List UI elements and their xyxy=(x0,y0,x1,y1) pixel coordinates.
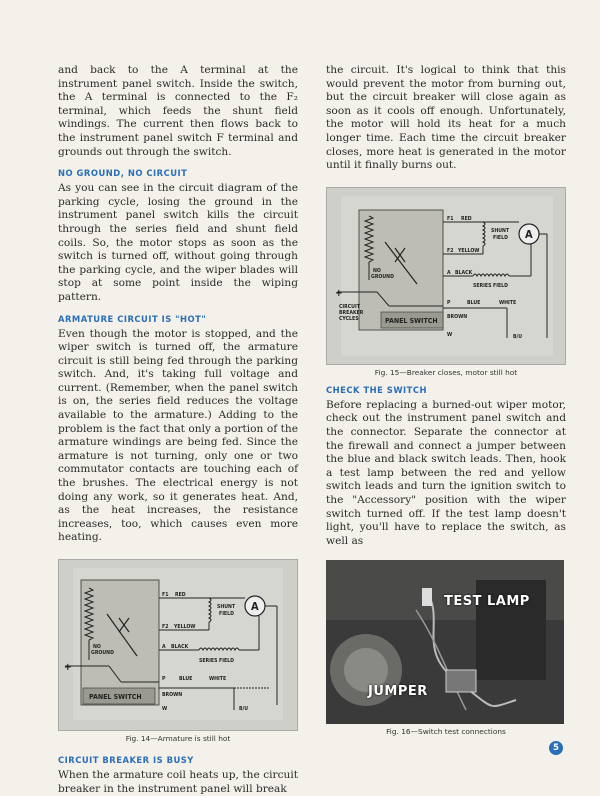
label-plus: + xyxy=(335,287,343,299)
label-f1: F1 xyxy=(447,215,454,222)
label-circuit: CIRCUIT xyxy=(339,303,360,310)
paragraph: Even though the motor is stopped, and the wiper switch is turned off, the armature circuit is still being fed through the parking switch. And, it's taking full voltage and current. (Remember, when the panel switch is on, the series field reduces the voltage available to the armature.) Adding to the problem is the fact that only a portion of the armature windings are being fed. Since the armature is not turning, only one or two commutator contacts are touching each of the brushes. The electrical energy is not doing any work, so it generates heat. And, as the heat increases, the resistance increases, too, which causes even more heating. xyxy=(58,327,298,544)
label-w: W xyxy=(162,706,168,712)
label-motor-a: A xyxy=(251,600,259,613)
label-p: P xyxy=(447,299,451,306)
label-cycles: CYCLES xyxy=(339,315,359,322)
circuit-diagram-fig15 xyxy=(327,188,565,364)
label-brown: BROWN xyxy=(447,313,468,320)
label-bu: B/U xyxy=(239,706,249,712)
section-heading-breaker: CIRCUIT BREAKER IS BUSY xyxy=(58,755,194,765)
label-red: RED xyxy=(175,592,186,598)
label-plus: + xyxy=(64,662,72,673)
paragraph: and back to the A terminal at the instrument panel switch. Inside the switch, the A terminal is connected to the F₂ terminal, which feeds the shunt field windings. The current then flows back to the instrument panel switch F terminal and grounds out through the switch. xyxy=(58,64,298,158)
label-ground: GROUND xyxy=(91,650,114,656)
figure-14-caption: Fig. 14—Armature is still hot xyxy=(125,734,231,743)
label-blue: BLUE xyxy=(467,299,481,306)
label-f2: F2 xyxy=(447,247,454,254)
label-f1: F1 xyxy=(162,592,169,598)
label-panel-switch: PANEL SWITCH xyxy=(385,316,438,325)
section-heading-armature: ARMATURE CIRCUIT IS "HOT" xyxy=(58,313,207,324)
label-series-field: SERIES FIELD xyxy=(199,658,235,664)
label-white: WHITE xyxy=(499,299,517,306)
label-w: W xyxy=(447,331,453,338)
figure-16-photo xyxy=(326,560,564,724)
paragraph: Before replacing a burned-out wiper motor, check out the instrument panel switch and the connector. Separate the connector at the firewall and connect a jumper between the blue and black switch leads. Then, hook a test lamp between the red and yellow switch leads and turn the ignition switch to the "Accessory" position with the wiper switch turned off. If the test lamp doesn't light, you'll have to replace the switch, as well as xyxy=(326,398,566,547)
label-f2: F2 xyxy=(162,624,169,630)
label-yellow: YELLOW xyxy=(174,624,196,630)
label-series-field: SERIES FIELD xyxy=(473,282,509,289)
label-no: NO xyxy=(373,267,381,274)
left-column xyxy=(58,64,298,796)
label-black: BLACK xyxy=(171,644,189,650)
right-column xyxy=(326,64,566,736)
label-bu: B/U xyxy=(513,333,523,340)
label-brown: BROWN xyxy=(162,692,183,698)
page-number: 5 xyxy=(549,741,563,755)
section-heading-check: CHECK THE SWITCH xyxy=(326,384,428,395)
label-black: BLACK xyxy=(455,269,473,276)
label-panel-switch: PANEL SWITCH xyxy=(89,693,142,701)
label-shunt: SHUNT xyxy=(491,227,510,234)
label-shunt: SHUNT xyxy=(217,604,236,610)
label-yellow: YELLOW xyxy=(458,247,480,254)
photo-illustration xyxy=(326,560,564,724)
figure-14-diagram xyxy=(58,559,298,731)
label-field: FIELD xyxy=(493,234,508,241)
label-no: NO xyxy=(93,644,101,650)
circuit-diagram-fig14 xyxy=(59,560,297,730)
section-heading-no-ground: NO GROUND, NO CIRCUIT xyxy=(58,168,188,179)
test-lamp-label: TEST LAMP xyxy=(444,594,530,610)
paragraph: When the armature coil heats up, the circuit breaker in the instrument panel will break xyxy=(58,769,298,795)
label-ground: GROUND xyxy=(371,273,394,280)
figure-16-caption: Fig. 16—Switch test connections xyxy=(386,727,506,737)
paragraph: As you can see in the circuit diagram of the parking cycle, losing the ground in the instrument panel switch kills the circuit through the series field and shunt field coils. So, the motor stops as soon as the switch is turned off, without going through the parking cycle, and the wiper blades will stop at some point inside the wiping pattern. xyxy=(58,182,298,303)
label-red: RED xyxy=(461,215,472,222)
label-breaker: BREAKER xyxy=(339,309,364,316)
label-blue: BLUE xyxy=(179,676,193,682)
jumper-label: JUMPER xyxy=(368,684,428,700)
label-white: WHITE xyxy=(209,676,227,682)
figure-15-diagram xyxy=(326,187,566,365)
label-p: P xyxy=(162,676,166,682)
figure-15-caption: Fig. 15—Breaker closes, motor still hot xyxy=(374,367,518,377)
label-a: A xyxy=(447,269,451,276)
label-field: FIELD xyxy=(219,611,234,617)
paragraph: the circuit. It's logical to think that this would prevent the motor from burning out, but the circuit breaker will close again as soon as it cools off enough. Unfortunately, the motor will hold its heat for a much longer time. Each time the circuit breaker closes, more heat is generated in the motor until it finally burns out. xyxy=(326,64,566,172)
label-a: A xyxy=(162,644,166,650)
label-motor-a: A xyxy=(525,227,533,241)
